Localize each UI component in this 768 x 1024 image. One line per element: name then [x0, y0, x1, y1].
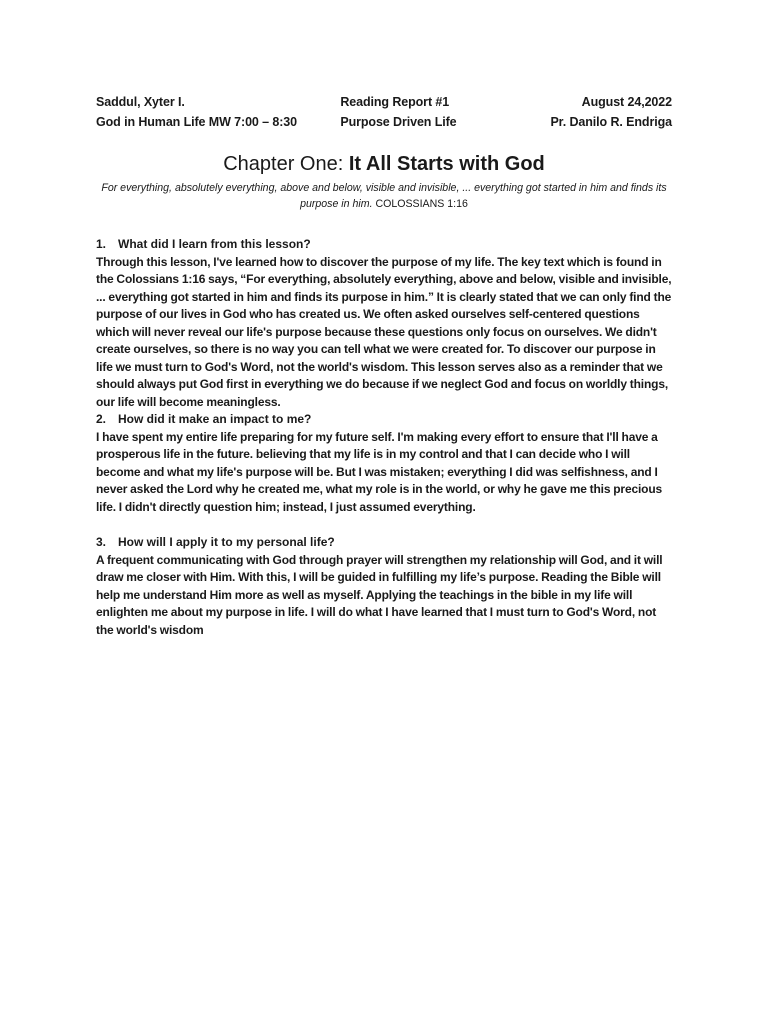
- epigraph: [96, 180, 672, 212]
- answer-paragraph: I have spent my entire life preparing for my future self. I'm making every effort to ensure that I'll have a prosperous life in the future. believing that my life is in my control and that I can decide who I will become and what my life's purpose will be. But I was mistaken; everything I did was selfishness, and I never asked the Lord why he created me, what my role is in the world, or why he gave me this precious life. I didn't directly question him; instead, I just assumed everything.: [96, 429, 663, 514]
- question-text: How will I apply it to my personal life?: [118, 535, 335, 549]
- answer-paragraph: A frequent communicating with God through prayer will strengthen my relationship will God, and it will draw me closer with Him. With this, I will be guided in fulfilling my life’s purpose. Reading the Bible will help me understand Him more as well as myself. Applying the teachings in the bible in my life will enlighten me about my purpose in life. I will do what I have learned that I must turn to God's Word, not the world's wisdom: [96, 552, 663, 637]
- course-schedule: God in Human Life MW 7:00 – 8:30: [96, 115, 297, 129]
- instructor-name: Pr. Danilo R. Endriga: [550, 115, 672, 129]
- section-1: [96, 236, 672, 411]
- question-text: How did it make an impact to me?: [118, 412, 312, 426]
- header-row-1: [96, 92, 672, 112]
- question-text: What did I learn from this lesson?: [118, 237, 311, 251]
- chapter-title-main: It All Starts with God: [348, 153, 545, 175]
- section-2: [96, 411, 672, 516]
- chapter-title: [96, 152, 672, 176]
- question-number: 3.: [96, 535, 107, 549]
- question-number: 2.: [96, 412, 107, 426]
- report-number: Reading Report #1: [340, 95, 450, 109]
- epigraph-quote: For everything, absolutely everything, above and below, visible and invisible, ... everything got started in him and finds its purpose in him.: [101, 182, 667, 210]
- question-number: 1.: [96, 237, 107, 251]
- student-name: Saddul, Xyter I.: [96, 95, 185, 109]
- answer-paragraph: Through this lesson, I've learned how to discover the purpose of my life. The key text which is found in the Colossians 1:16 says, “For everything, absolutely everything, above and below, visible and invisible, ... everything got started in him and finds its purpose in him.” It is clearly stated that we can only find the purpose of our lives in God who has created us. We often asked ourselves self-centered questions which will never reveal our life's purpose because these questions only focus on ourselves. We didn't create ourselves, so there is no way you can tell what we were created for. To discover our purpose in life we must turn to God's Word, not the world's wisdom. This lesson serves also as a reminder that we should always put God first in everything we do because if we neglect God and focus on worldly things, our life will become meaningless.: [96, 254, 672, 409]
- chapter-title-prefix: Chapter One:: [223, 153, 349, 175]
- question-heading: [96, 411, 672, 429]
- question-heading: [96, 534, 672, 552]
- document-page: [96, 92, 672, 639]
- book-title: Purpose Driven Life: [340, 115, 457, 129]
- question-heading: [96, 236, 672, 254]
- epigraph-reference: COLOSSIANS 1:16: [372, 198, 468, 210]
- report-date: August 24,2022: [581, 95, 672, 109]
- header-row-2: [96, 112, 672, 132]
- section-3: [96, 534, 672, 639]
